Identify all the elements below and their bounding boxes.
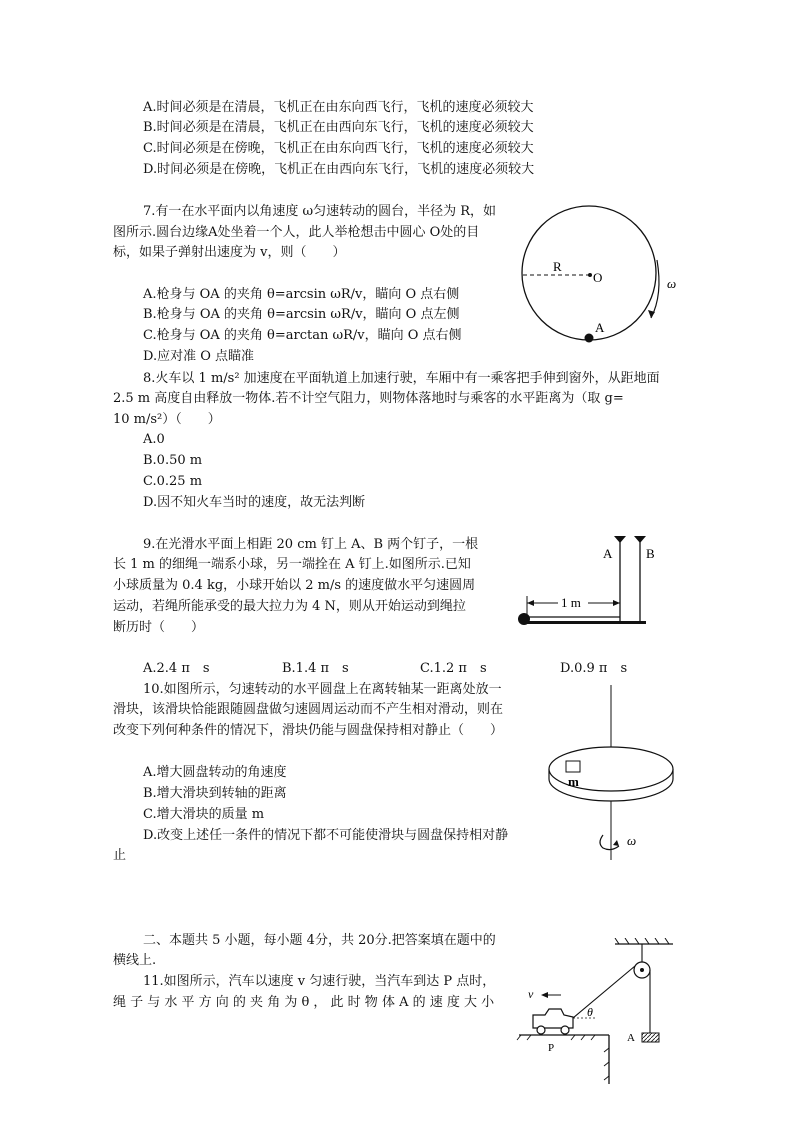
slider-block bbox=[566, 761, 580, 772]
point-p-label: P bbox=[548, 1042, 555, 1054]
q9-figure-nails bbox=[510, 530, 665, 640]
block-a-label: A bbox=[627, 1032, 635, 1044]
q9-stem-line1: 9.在光滑水平面上相距 20 cm 钉上 A、B 两个钉子，一根 bbox=[143, 537, 479, 552]
q10-stem-line3: 改变下列何种条件的情况下，滑块仍能与圆盘保持相对静止（ ） bbox=[113, 723, 504, 738]
q7-stem-line3: 标，如果子弹射出速度为 v，则（ ） bbox=[113, 245, 346, 260]
q11-figure-car-pulley bbox=[515, 938, 680, 1088]
section2-heading-line2: 横线上. bbox=[113, 953, 157, 968]
q6-option-b: B.时间必须是在清晨，飞机正在由西向东飞行，飞机的速度必须较大 bbox=[143, 120, 534, 135]
ceiling-hatch-3 bbox=[635, 938, 639, 944]
q9-option-a: A.2.4 π s bbox=[143, 661, 210, 676]
ceiling-hatch-4 bbox=[645, 938, 649, 944]
slider-mass-label: m bbox=[568, 774, 579, 789]
pulley-axle bbox=[640, 968, 644, 972]
q10-stem-line1: 10.如图所示，匀速转动的水平圆盘上在离转轴某一距离处放一 bbox=[143, 682, 502, 697]
q7-stem-line1: 7.有一在水平面内以角速度 ω匀速转动的圆台，半径为 R，如 bbox=[143, 204, 497, 219]
ceiling-hatch-6 bbox=[665, 938, 669, 944]
rotation-arrow-head bbox=[613, 840, 619, 846]
ground-hatch-2 bbox=[527, 1035, 531, 1040]
q7-stem-line2: 图所示.圆台边缘A处坐着一个人，此人举枪想击中圆心 O处的目 bbox=[113, 225, 480, 240]
rotation-arrow bbox=[651, 260, 659, 318]
q6-option-d: D.时间必须是在傍晚，飞机正在由西向东飞行，飞机的速度必须较大 bbox=[143, 162, 535, 177]
ceiling-hatch-2 bbox=[625, 938, 629, 944]
omega-label: ω bbox=[627, 833, 637, 848]
ground-hatch-7 bbox=[604, 1062, 609, 1066]
ground-hatch-5 bbox=[591, 1035, 595, 1040]
q7-figure-turntable bbox=[515, 200, 690, 350]
q9-option-d: D.0.9 π s bbox=[560, 661, 628, 676]
radius-label: R bbox=[553, 259, 562, 274]
q8-stem-line1: 8.火车以 1 m/s² 加速度在平面轨道上加速行驶，车厢中有一乘客把手伸到窗外，从距地面 bbox=[143, 371, 660, 386]
ceiling-hatch-1 bbox=[615, 938, 619, 944]
ground-hatch-3 bbox=[571, 1035, 575, 1040]
ceiling-hatch-5 bbox=[655, 938, 659, 944]
rope-slanted bbox=[573, 966, 635, 1018]
q10-option-d-line1: D.改变上述任一条件的情况下都不可能使滑块与圆盘保持相对静 bbox=[143, 828, 509, 843]
section2-heading-line1: 二、本题共 5 小题，每小题 4分，共 20分.把答案填在题中的 bbox=[143, 933, 496, 948]
velocity-arrow-head bbox=[541, 992, 548, 998]
center-label: O bbox=[593, 270, 603, 285]
q8-option-a: A.0 bbox=[143, 432, 165, 447]
q10-stem-line2: 滑块，该滑块恰能跟随圆盘做匀速圆周运动而不产生相对滑动，则在 bbox=[113, 702, 504, 717]
q9-stem-line2: 长 1 m 的细绳一端系小球，另一端拴在 A 钉上.如图所示.已知 bbox=[113, 557, 471, 572]
turntable-circle bbox=[522, 206, 656, 340]
q7-option-d: D.应对准 O 点瞄准 bbox=[143, 349, 255, 364]
q9-option-c: C.1.2 π s bbox=[420, 661, 487, 676]
person-label: A bbox=[595, 320, 605, 335]
q8-option-d: D.因不知火车当时的速度，故无法判断 bbox=[143, 495, 366, 510]
ground-hatch-4 bbox=[581, 1035, 585, 1040]
velocity-label: v bbox=[528, 987, 534, 1001]
q10-option-c: C.增大滑块的质量 m bbox=[143, 807, 265, 822]
block-a bbox=[642, 1033, 659, 1042]
q6-option-a: A.时间必须是在清晨，飞机正在由东向西飞行，飞机的速度必须较大 bbox=[143, 100, 534, 115]
length-label: 1 m bbox=[561, 595, 581, 610]
nail-a-label: A bbox=[603, 546, 613, 561]
q9-option-b: B.1.4 π s bbox=[282, 661, 349, 676]
q7-option-b: B.枪身与 OA 的夹角 θ=arcsin ωR/v，瞄向 O 点左侧 bbox=[143, 307, 460, 322]
q9-stem-line3: 小球质量为 0.4 kg，小球开始以 2 m/s 的速度做水平匀速圆周 bbox=[113, 578, 476, 593]
ball bbox=[518, 613, 530, 625]
q10-option-d-line2: 止 bbox=[113, 848, 127, 863]
car-body bbox=[533, 1009, 573, 1028]
theta-label: θ bbox=[587, 1005, 593, 1019]
floor bbox=[522, 621, 646, 624]
ground-hatch-1 bbox=[517, 1035, 521, 1040]
length-dim-arrow-left bbox=[527, 600, 534, 606]
ground-hatch-6 bbox=[604, 1048, 609, 1052]
omega-label: ω bbox=[667, 276, 677, 291]
length-dim-arrow-right bbox=[613, 600, 620, 606]
q6-option-c: C.时间必须是在傍晚，飞机正在由东向西飞行，飞机的速度必须较大 bbox=[143, 141, 534, 156]
q9-stem-line5: 断历时（ ） bbox=[113, 620, 205, 635]
nail-b-label: B bbox=[646, 546, 655, 561]
q7-option-c: C.枪身与 OA 的夹角 θ=arctan ωR/v，瞄向 O 点右侧 bbox=[143, 328, 462, 343]
q9-stem-line4: 运动，若绳所能承受的最大拉力为 4 N，则从开始运动到绳拉 bbox=[113, 599, 466, 614]
q10-option-b: B.增大滑块到转轴的距离 bbox=[143, 786, 287, 801]
nail-b-head bbox=[634, 536, 646, 543]
q10-figure-disk bbox=[545, 685, 685, 865]
q8-stem-line3: 10 m/s²）（ ） bbox=[113, 412, 221, 427]
q10-option-a: A.增大圆盘转动的角速度 bbox=[143, 765, 287, 780]
car-wheel-rear bbox=[537, 1026, 545, 1034]
q7-option-a: A.枪身与 OA 的夹角 θ=arcsin ωR/v，瞄向 O 点右侧 bbox=[143, 287, 460, 302]
nail-a-head bbox=[614, 536, 626, 543]
car-wheel-front bbox=[561, 1026, 569, 1034]
q8-option-c: C.0.25 m bbox=[143, 474, 203, 489]
q8-stem-line2: 2.5 m 高度自由释放一物体.若不计空气阻力，则物体落地时与乘客的水平距离为（取 g= bbox=[113, 391, 624, 406]
center-point bbox=[588, 273, 592, 277]
ground-hatch-8 bbox=[604, 1076, 609, 1080]
q8-option-b: B.0.50 m bbox=[143, 453, 203, 468]
person-dot bbox=[585, 334, 594, 343]
q11-stem-line1: 11.如图所示，汽车以速度 v 匀速行驶，当汽车到达 P 点时， bbox=[143, 974, 496, 989]
q11-stem-line2: 绳 子 与 水 平 方 向 的 夹 角 为 θ ， 此 时 物 体 A 的 速 度 大 小 bbox=[113, 995, 495, 1010]
